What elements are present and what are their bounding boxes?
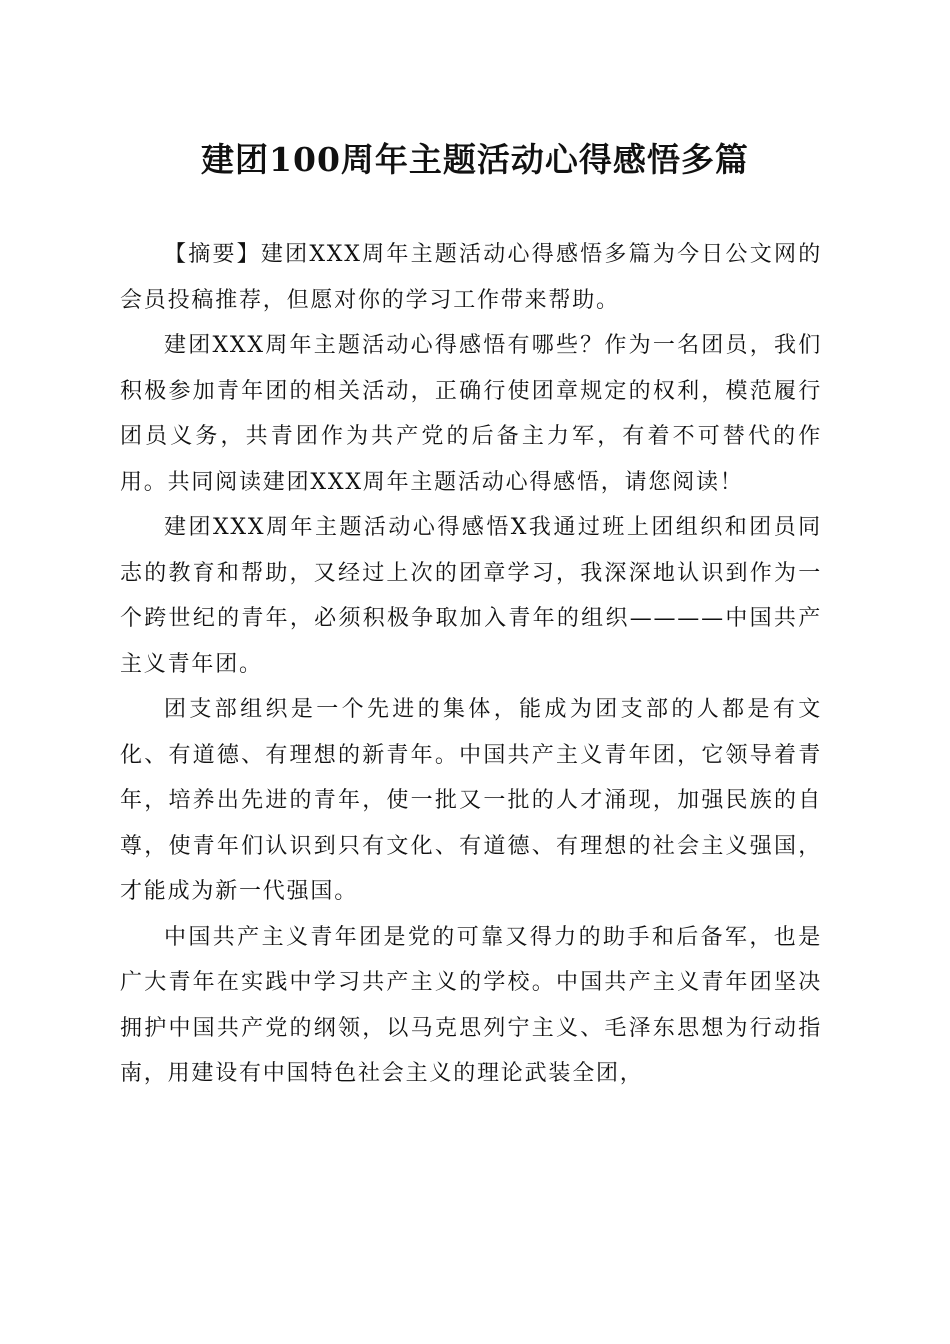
body-paragraph: 团支部组织是一个先进的集体，能成为团支部的人都是有文化、有道德、有理想的新青年。中国共产主义青年团，它领导着青年，培养出先进的青年，使一批又一批的人才涌现，加强民族的自尊，使青年们认识到只有文化、有道德、有理想的社会主义强国，才能成为新一代强国。 [120,697,822,904]
body-paragraph: 建团XXX周年主题活动心得感悟X我通过班上团组织和团员同志的教育和帮助，又经过上次的团章学习，我深深地认识到作为一个跨世纪的青年，必须积极争取加入青年的组织————中国共产主义青年团。 [120,515,822,677]
document-body [120,232,822,1097]
intro-paragraph: 建团XXX周年主题活动心得感悟有哪些？作为一名团员，我们积极参加青年团的相关活动，正确行使团章规定的权利，模范履行团员义务，共青团作为共产党的后备主力军，有着不可替代的作用。共同阅读建团XXX周年主题活动心得感悟，请您阅读！ [120,333,822,495]
body-paragraph: 中国共产主义青年团是党的可靠又得力的助手和后备军，也是广大青年在实践中学习共产主义的学校。中国共产主义青年团坚决拥护中国共产党的纲领，以马克思列宁主义、毛泽东思想为行动指南，用建设有中国特色社会主义的理论武装全团， [120,924,822,1086]
document-title: 建团100周年主题活动心得感悟多篇 [201,140,749,179]
abstract-paragraph: 【摘要】建团XXX周年主题活动心得感悟多篇为今日公文网的会员投稿推荐，但愿对你的学习工作带来帮助。 [120,242,822,313]
